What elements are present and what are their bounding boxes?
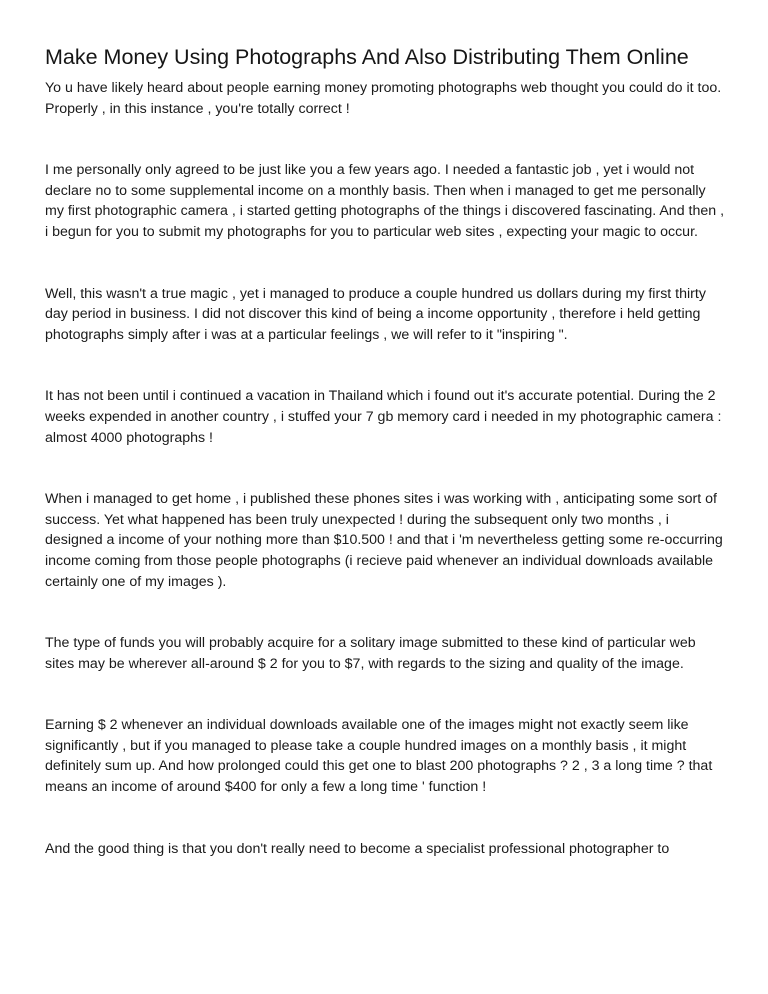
paragraph-5: When i managed to get home , i published these phones sites i was working with , anticipating some sort of success. Yet what happened has been truly unexpected ! during the subsequent only two months , i designed a income of your nothing more than $10.500 ! and that i 'm nevertheless getting some re-occurring income coming from those people photographs (i recieve paid whenever an individual downloads available certainly one of my images ).	[45, 491, 723, 590]
page-title: Make Money Using Photographs And Also Distributing Them Online	[45, 45, 689, 69]
paragraph-spacer	[45, 592, 725, 633]
document-page	[45, 46, 725, 859]
paragraph-2: I me personally only agreed to be just like you a few years ago. I needed a fantastic job , yet i would not declare no to some supplemental income on a monthly basis. Then when i managed to get me personally my first photographic camera , i started getting photographs of the things i discovered fascinating. And then , i begun for you to submit my photographs for you to particular web sites , expecting your magic to occur.	[45, 162, 725, 240]
paragraph-spacer	[45, 448, 725, 489]
paragraph-spacer	[45, 798, 725, 839]
paragraph-1: Yo u have likely heard about people earning money promoting photographs web thought you could do it too. Properly , in this instance , you're totally correct !	[45, 80, 722, 117]
paragraph-spacer	[45, 243, 725, 284]
paragraph-spacer	[45, 345, 725, 386]
paragraph-7: Earning $ 2 whenever an individual downloads available one of the images might not exactly seem like significantly , but if you managed to please take a couple hundred images on a monthly basis , it might definitely sum up. And how prolonged could this get one to blast 200 photographs ? 2 , 3 a long time ? that means an income of around $400 for only a few a long time ' function !	[45, 717, 713, 796]
paragraph-4: It has not been until i continued a vacation in Thailand which i found out it's accurate potential. During the 2 weeks expended in another country , i stuffed your 7 gb memory card i needed in my photographic camera : almost 4000 photographs !	[45, 388, 722, 446]
paragraph-6: The type of funds you will probably acquire for a solitary image submitted to these kind of particular web sites may be wherever all-around $ 2 for you to $7, with regards to the sizing and quality of the image.	[45, 635, 696, 672]
paragraph-8: And the good thing is that you don't really need to become a specialist professional photographer to	[45, 840, 670, 857]
paragraph-3: Well, this wasn't a true magic , yet i managed to produce a couple hundred us dollars during my first thirty day period in business. I did not discover this kind of being a income opportunity , therefore i held getting photographs simply after i was at a particular feelings , we will refer to it "inspiring ".	[45, 285, 706, 343]
paragraph-spacer	[45, 119, 725, 160]
paragraph-spacer	[45, 674, 725, 715]
